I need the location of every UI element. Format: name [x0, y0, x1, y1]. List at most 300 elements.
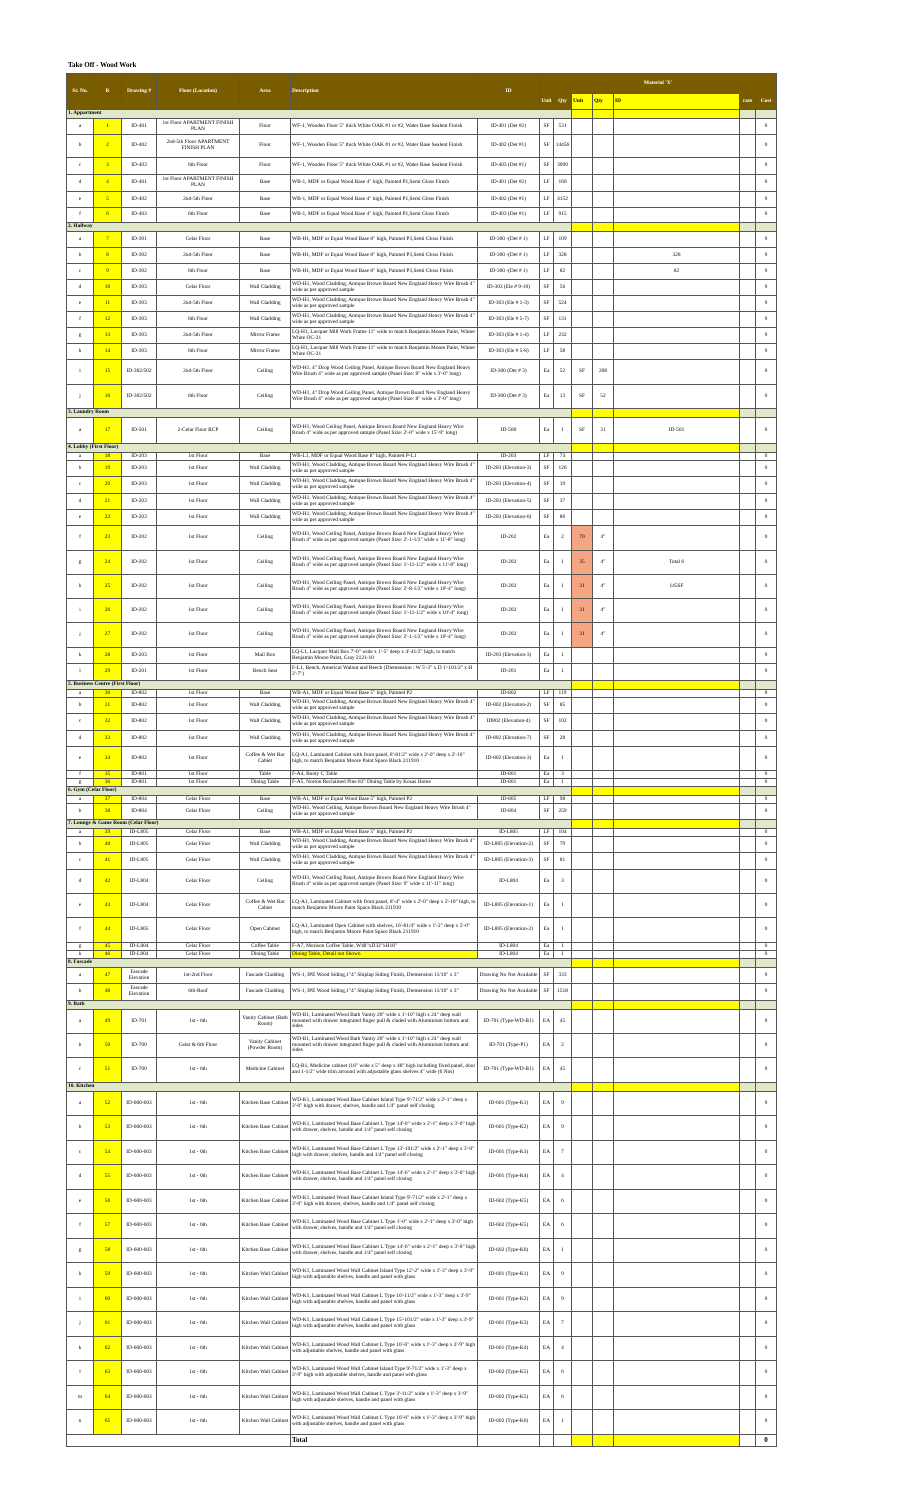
cell-unit: Ea: [540, 623, 554, 648]
table-row: [67, 918, 777, 943]
cell-unit: EA: [540, 1116, 554, 1141]
cell-qty: 56: [554, 280, 572, 296]
cell-cost: 0: [756, 1214, 777, 1239]
header-sr: Sr. No.: [67, 74, 94, 110]
cell-r: 28: [94, 648, 122, 664]
section-row: [67, 223, 777, 232]
cell-drawing: ID-303: [122, 296, 157, 312]
cell-drawing: ID-801: [122, 771, 157, 779]
cell-floor: 1st Floor: [157, 551, 240, 575]
cell-cost: 0: [756, 1312, 777, 1337]
cell-mat-unit: [572, 1263, 593, 1288]
table-row: [67, 747, 777, 771]
cell-rate: [740, 1263, 756, 1288]
cell-cost: 0: [756, 1190, 777, 1214]
cell-floor: 1st Floor: [157, 771, 240, 779]
cell-drawing: ID-L805: [122, 837, 157, 853]
cell-mat-unit: [572, 853, 593, 870]
cell-drawing: ID-202: [122, 551, 157, 575]
cell-sr: h: [67, 344, 94, 360]
cell-floor: 1st Floor: [157, 779, 240, 787]
section-title: 5. Business Centre (First Floor): [67, 681, 572, 690]
cell-sr: j: [67, 385, 94, 409]
cell-r: 42: [94, 870, 122, 894]
cell-unit: EA: [540, 1010, 554, 1034]
cell-cost: 0: [756, 296, 777, 312]
cell-sr: k: [67, 648, 94, 664]
section-title: 9. Bath: [67, 1001, 572, 1010]
cell-unit: SF: [540, 494, 554, 510]
cell-description: WB-A1, MDF or Equal Wood Base 5" high, Painted P2: [291, 796, 478, 804]
cell-mat-id: [614, 175, 740, 192]
cell-area: Bench Seat: [240, 664, 291, 681]
cell-cost: 0: [756, 804, 777, 820]
cell-qty: 1: [554, 779, 572, 787]
cell-rate: [740, 664, 756, 681]
cell-mat-qty: [593, 119, 614, 135]
table-row: [67, 344, 777, 360]
cell-rate: [740, 870, 756, 894]
cell-qty: 85: [554, 698, 572, 714]
cell-mat-id: [614, 453, 740, 461]
cell-mat-qty: 4": [593, 623, 614, 648]
cell-qty: 1: [554, 575, 572, 599]
cell-drawing: ID-L804: [122, 951, 157, 959]
cell-rate: [740, 1361, 756, 1386]
cell-area: Wall Cladding: [240, 296, 291, 312]
cell-drawing: ID-801: [122, 779, 157, 787]
cell-id: ID-203 (Elevation-5): [478, 494, 540, 510]
cell-rate: [740, 1058, 756, 1083]
cell-floor: 1st Floor: [157, 664, 240, 681]
cell-r: 17: [94, 418, 122, 444]
cell-r: 54: [94, 1141, 122, 1165]
table-row: [67, 1386, 777, 1410]
cell-floor: Celar Floor: [157, 951, 240, 959]
cell-id: ID-303 (Ele # 9-10): [478, 280, 540, 296]
table-row: [67, 1263, 777, 1288]
section-row: [67, 681, 777, 690]
cell-mat-qty: [593, 804, 614, 820]
cell-r: 13: [94, 328, 122, 344]
cell-mat-unit: [572, 461, 593, 477]
cell-unit: SF: [540, 698, 554, 714]
cell-drawing: ID-202: [122, 623, 157, 648]
header-floor: Floor (Location): [157, 74, 240, 110]
cell-mat-unit: [572, 1410, 593, 1435]
cell-description: WD-H1, Wood Cladding, Antique Brown Board New England Heavy Wire Brush 4" wide as per approved sample: [291, 853, 478, 870]
cell-floor: 2nd-5th Floor APARTMENT FINISH PLAN: [157, 135, 240, 158]
cell-mat-unit: [572, 1010, 593, 1034]
cell-id: ID-203: [478, 453, 540, 461]
cell-cost: 0: [756, 461, 777, 477]
header-qty: Qty: [554, 94, 572, 110]
cell-rate: [740, 461, 756, 477]
cell-mat-unit: [572, 312, 593, 328]
cell-rate: [740, 526, 756, 551]
cell-floor: 1st - 6th: [157, 1239, 240, 1263]
cell-drawing: ID-202: [122, 526, 157, 551]
cell-r: 23: [94, 526, 122, 551]
cell-mat-qty: [593, 1058, 614, 1083]
cell-mat-unit: [572, 208, 593, 223]
cell-qty: 1: [554, 894, 572, 918]
cell-unit: LF: [540, 796, 554, 804]
cell-sr: b: [67, 461, 94, 477]
cell-floor: Celar Floor: [157, 943, 240, 951]
cell-mat-unit: [572, 804, 593, 820]
cell-mat-unit: [572, 943, 593, 951]
section-title: 1. Appartment: [67, 110, 572, 119]
cell-unit: LF: [540, 690, 554, 698]
cell-area: Kitchen Base Cabinet: [240, 1239, 291, 1263]
cell-floor: 1st Floor: [157, 648, 240, 664]
cell-rate: [740, 328, 756, 344]
cell-qty: 14456: [554, 135, 572, 158]
cell-unit: LF: [540, 232, 554, 248]
cell-rate: [740, 296, 756, 312]
cell-area: Wall Cladding: [240, 461, 291, 477]
table-row: [67, 1034, 777, 1058]
cell-id: ID-601 (Type-K4): [478, 1165, 540, 1190]
cell-mat-id: [614, 714, 740, 731]
cell-id: ID-202: [478, 623, 540, 648]
cell-description: WD-H1, 4" Drop Wood Ceiling Panel, Antique Brown Board New England Heavy Wire Brush 4" wide as per approved sample (Panel Size: 8" wide x 3'-0" long): [291, 360, 478, 385]
cell-floor: 1st - 6th: [157, 1263, 240, 1288]
cell-cost: 0: [756, 360, 777, 385]
cell-unit: Ea: [540, 894, 554, 918]
cell-mat-qty: [593, 453, 614, 461]
section-row: [67, 444, 777, 453]
cell-description: WD-H1, Wood Ceiling Panel, Antique Brown Board New England Heavy Wire Brush 4" wide as per approved sample (Panel Size: 1'-11-1/2" wide x 10'-4" long): [291, 599, 478, 623]
cell-sr: f: [67, 312, 94, 328]
cell-rate: [740, 894, 756, 918]
cell-floor: 1st - 6th: [157, 1410, 240, 1435]
table-row: [67, 1165, 777, 1190]
cell-floor: 6th Floor: [157, 158, 240, 175]
cell-cost: 0: [756, 829, 777, 837]
cell-mat-id: [614, 698, 740, 714]
cell-r: 24: [94, 551, 122, 575]
cell-mat-unit: 31: [572, 623, 593, 648]
cell-drawing: ID-401: [122, 119, 157, 135]
cell-area: Kitchen Wall Cabinet: [240, 1337, 291, 1361]
cell-description: WD-H1, Wood Cladding, Antique Brown Board New England Heavy Wire Brush 4" wide as per approved sample: [291, 714, 478, 731]
cell-qty: 37: [554, 494, 572, 510]
cell-cost: 0: [756, 690, 777, 698]
cell-area: Base: [240, 208, 291, 223]
cell-area: Wall Cladding: [240, 494, 291, 510]
table-row: [67, 1361, 777, 1386]
cell-mat-id: [614, 1312, 740, 1337]
cell-id: ID-303 (Ele # 5-8): [478, 344, 540, 360]
cell-unit: Ea: [540, 779, 554, 787]
table-row: [67, 1058, 777, 1083]
cell-sr: d: [67, 175, 94, 192]
cell-rate: [740, 312, 756, 328]
cell-rate: [740, 853, 756, 870]
table-row: [67, 1312, 777, 1337]
cell-mat-qty: [593, 714, 614, 731]
cell-r: 55: [94, 1165, 122, 1190]
cell-r: 7: [94, 232, 122, 248]
cell-cost: 0: [756, 951, 777, 959]
cell-mat-unit: [572, 264, 593, 280]
cell-mat-unit: [572, 664, 593, 681]
cell-r: 36: [94, 779, 122, 787]
cell-rate: [740, 1116, 756, 1141]
cell-qty: 9: [554, 1092, 572, 1116]
section-row: [67, 409, 777, 418]
cell-rate: [740, 494, 756, 510]
cell-mat-qty: [593, 894, 614, 918]
cell-area: Ceiling: [240, 575, 291, 599]
cell-qty: 98: [554, 796, 572, 804]
cell-mat-unit: [572, 918, 593, 943]
cell-id: ID-202: [478, 526, 540, 551]
table-row: [67, 648, 777, 664]
cell-area: Kitchen Wall Cabinet: [240, 1288, 291, 1312]
cell-id: ID-L805 (Elevation-2): [478, 918, 540, 943]
cell-cost: 0: [756, 1141, 777, 1165]
cell-cost: 0: [756, 453, 777, 461]
cell-mat-id: [614, 1190, 740, 1214]
cell-mat-qty: [593, 312, 614, 328]
cell-cost: 0: [756, 714, 777, 731]
cell-rate: [740, 1141, 756, 1165]
cell-qty: 6: [554, 1190, 572, 1214]
cell-floor: Celar Floor: [157, 918, 240, 943]
cell-area: Kitchen Base Cabinet: [240, 1190, 291, 1214]
cell-mat-id: [614, 192, 740, 208]
cell-qty: 104: [554, 829, 572, 837]
cell-id: ID-602 (Type-K5): [478, 1214, 540, 1239]
cell-description: WB-1, MDF or Equal Wood Base 4" high, Painted P1,Semi Gloss Finish: [291, 175, 478, 192]
cell-area: Base: [240, 796, 291, 804]
cell-drawing: ID-302: [122, 264, 157, 280]
cell-mat-id: [614, 1165, 740, 1190]
cell-qty: 102: [554, 714, 572, 731]
cell-description: WD-H1, Wood Ceiling Panel, Antique Brown Board New England Heavy Wire Brush 4" wide as per approved sample (Panel Size: 1'-11-1/2" wide x 11'-8" long): [291, 551, 478, 575]
cell-r: 29: [94, 664, 122, 681]
section-title: 2. Hallway: [67, 223, 572, 232]
cell-sr: b: [67, 248, 94, 264]
cell-area: Wall Cladding: [240, 853, 291, 870]
cell-floor: 1st Floor APARTMENT FINISH PLAN: [157, 175, 240, 192]
table-row: [67, 1410, 777, 1435]
cell-floor: Celar Floor: [157, 870, 240, 894]
cell-description: WD-K1, Laminated Wood Base Cabinet L Type 13'-101/2" wide x 2'-1" deep x 3'-0" high with drawer, shelves, handle and 1/4" panel self closing: [291, 1141, 478, 1165]
cell-description: LQ-L1, Lacquer Mail Box 7'-0" wide x 1'-5" deep x 4'-41/2" high, to match Benjamin Moore Paint, Gray 2121-10: [291, 648, 478, 664]
cell-unit: SF: [540, 135, 554, 158]
cell-mat-unit: [572, 1239, 593, 1263]
cell-id: ID-402 (Det #1): [478, 135, 540, 158]
cell-rate: [740, 1386, 756, 1410]
cell-sr: h: [67, 951, 94, 959]
cell-drawing: ID-L805: [122, 829, 157, 837]
table-row: [67, 1092, 777, 1116]
cell-id: Drawing No Not Available: [478, 984, 540, 1001]
cell-floor: 1st - 6th: [157, 1010, 240, 1034]
cell-qty: 7: [554, 1312, 572, 1337]
cell-floor: Celar Floor: [157, 796, 240, 804]
section-title: 7. Lounge & Game Room (Celar Floor): [67, 820, 572, 829]
cell-mat-unit: [572, 968, 593, 984]
section-row: [67, 110, 777, 119]
cell-floor: 2nd-5th Floor: [157, 192, 240, 208]
cell-sr: d: [67, 1165, 94, 1190]
cell-area: Kitchen Wall Cabinet: [240, 1410, 291, 1435]
cell-rate: [740, 804, 756, 820]
cell-description: WD-H1, Wood Cladding, Antique Brown Board New England Heavy Wire Brush 4" wide as per approved sample: [291, 731, 478, 747]
cell-unit: Ea: [540, 385, 554, 409]
cell-description: LQ-H1, Lacquer Mill Work Frame 11" wide to match Benjamin Moore Paint, Winter White OC-21: [291, 328, 478, 344]
cell-r: 20: [94, 477, 122, 494]
cell-description: F-L1, Bench, Americal Walnut and Beech (Diemension : W 5'-3" x D 1'-101/2" x H 2'-7"): [291, 664, 478, 681]
cell-qty: 86: [554, 510, 572, 526]
cell-drawing: ID-201: [122, 664, 157, 681]
cell-mat-unit: [572, 1141, 593, 1165]
cell-sr: c: [67, 158, 94, 175]
cell-description: WD-B1, Laminated Wood Bath Vanity 20" wide x 1'-10" high x 24" deep wall mounted with drawer integrated finger pull & claded with Aluminium bottom and sides: [291, 1034, 478, 1058]
cell-id: ID-802 (Elevation-2): [478, 698, 540, 714]
cell-area: Wall Cladding: [240, 477, 291, 494]
cell-drawing: ID-600-603: [122, 1116, 157, 1141]
cell-qty: 328: [554, 248, 572, 264]
cell-rate: [740, 264, 756, 280]
cell-sr: h: [67, 575, 94, 599]
cell-qty: 1518: [554, 984, 572, 1001]
cell-sr: b: [67, 984, 94, 1001]
cell-description: WD-H1, Wood Ceiling Panel, Antique Brown Board New England Heavy Wire Brush 4" wide as per approved sample (Panel Size: 2'-1-1/2" wide x 11'-8" long): [291, 526, 478, 551]
cell-sr: i: [67, 360, 94, 385]
cell-qty: 1: [554, 418, 572, 444]
cell-r: 11: [94, 296, 122, 312]
cell-area: Wall Cladding: [240, 280, 291, 296]
cell-rate: [740, 1337, 756, 1361]
cell-mat-unit: [572, 1116, 593, 1141]
section-title: 10. Kitchen: [67, 1083, 572, 1092]
table-row: [67, 1190, 777, 1214]
cell-drawing: ID-600-603: [122, 1165, 157, 1190]
section-row: [67, 787, 777, 796]
table-row: [67, 575, 777, 599]
cell-id: ID-202: [478, 551, 540, 575]
cell-mat-qty: 52: [593, 385, 614, 409]
cell-cost: 0: [756, 943, 777, 951]
cell-floor: 6th Floor: [157, 385, 240, 409]
cell-id: ID-203 (Elevation-3): [478, 461, 540, 477]
header-mat-qty: Qty: [593, 94, 614, 110]
cell-description: WD-H1, Wood Ceiling Panel, Antique Brown Board New England Heavy Wire Brush 4" wide as per approved sample (Panel Size: 2'-8-1/2" wide x 10'-4" long): [291, 575, 478, 599]
table-row: [67, 119, 777, 135]
cell-r: 25: [94, 575, 122, 599]
cell-mat-qty: [593, 1034, 614, 1058]
cell-id: ID-300 (Det # 3): [478, 385, 540, 409]
cell-rate: [740, 1092, 756, 1116]
cell-unit: Ea: [540, 664, 554, 681]
cell-floor: 2nd-5th Floor: [157, 328, 240, 344]
cell-cost: 0: [756, 1263, 777, 1288]
cell-floor: Celar Floor: [157, 804, 240, 820]
cell-qty: 126: [554, 461, 572, 477]
cell-sr: b: [67, 837, 94, 853]
cell-mat-qty: [593, 175, 614, 192]
cell-sr: b: [67, 135, 94, 158]
cell-mat-id: [614, 829, 740, 837]
cell-floor: 1st - 6th: [157, 1058, 240, 1083]
cell-mat-id: [614, 747, 740, 771]
cell-unit: EA: [540, 1190, 554, 1214]
cell-description: WD-K1, Laminated Wood Base Cabinet L Type 1'-0" wide x 2'-1" deep x 3'-0" high with drawer, shelves, handle and 1/4" panel self closing: [291, 1214, 478, 1239]
cell-area: Floor: [240, 135, 291, 158]
cell-sr: d: [67, 870, 94, 894]
cell-description: F-A7, Morison Coffee Table, W48"xD32"xH18": [291, 943, 478, 951]
cell-sr: f: [67, 1214, 94, 1239]
cell-unit: LF: [540, 175, 554, 192]
cell-qty: 82: [554, 264, 572, 280]
table-row: [67, 453, 777, 461]
cell-description: LQ-A1, Laminated Cabinet with front panel, 8'-81/2" wide x 2'-0" deep x 2'-10" high, to match Benjamin Moore Paint Space Black 211910: [291, 747, 478, 771]
cell-mat-qty: [593, 968, 614, 984]
cell-drawing: ID-802: [122, 747, 157, 771]
header-mat-id: ID: [614, 94, 740, 110]
cell-description: WD-K1, Laminated Wood Wall Cabinet L Type 3'-11/2" wide x 1'-3" deep x 3'-9" high with adjustable shelves, handle and panel with glass: [291, 1386, 478, 1410]
cell-mat-id: [614, 853, 740, 870]
table-row: [67, 870, 777, 894]
cell-mat-id: [614, 1410, 740, 1435]
cell-id: ID-203 (Elevation-3): [478, 648, 540, 664]
header-material: Material 'X': [540, 74, 777, 94]
cell-r: 59: [94, 1263, 122, 1288]
cell-area: Ceiling: [240, 418, 291, 444]
cell-mat-id: 145SF: [614, 575, 740, 599]
cell-sr: a: [67, 119, 94, 135]
cell-drawing: ID-600-603: [122, 1263, 157, 1288]
cell-unit: Ea: [540, 360, 554, 385]
cell-mat-unit: [572, 1386, 593, 1410]
table-row: [67, 296, 777, 312]
cell-mat-id: [614, 280, 740, 296]
cell-r: 5: [94, 192, 122, 208]
cell-mat-qty: [593, 158, 614, 175]
cell-cost: 0: [756, 135, 777, 158]
cell-drawing: ID-804: [122, 796, 157, 804]
cell-unit: SF: [540, 804, 554, 820]
cell-unit: Ea: [540, 918, 554, 943]
cell-drawing: ID-700: [122, 1058, 157, 1083]
cell-qty: 524: [554, 296, 572, 312]
cell-cost: 0: [756, 870, 777, 894]
cell-area: Kitchen Wall Cabinet: [240, 1312, 291, 1337]
cell-qty: 9: [554, 1288, 572, 1312]
cell-area: Ceiling: [240, 526, 291, 551]
cell-mat-qty: [593, 280, 614, 296]
cell-area: Medicine Cabinet: [240, 1058, 291, 1083]
cell-drawing: ID-600-603: [122, 1361, 157, 1386]
table-row: [67, 837, 777, 853]
cell-mat-qty: [593, 344, 614, 360]
cell-sr: e: [67, 894, 94, 918]
cell-id: ID802 (Elevation-4): [478, 714, 540, 731]
cell-r: 6: [94, 208, 122, 223]
section-row: [67, 1001, 777, 1010]
cell-description: Dining Table, Detail not Shown: [291, 951, 478, 959]
cell-area: Open Cabinet: [240, 918, 291, 943]
cell-qty: 4: [554, 1165, 572, 1190]
cell-mat-id: [614, 796, 740, 804]
cell-drawing: ID-203: [122, 648, 157, 664]
